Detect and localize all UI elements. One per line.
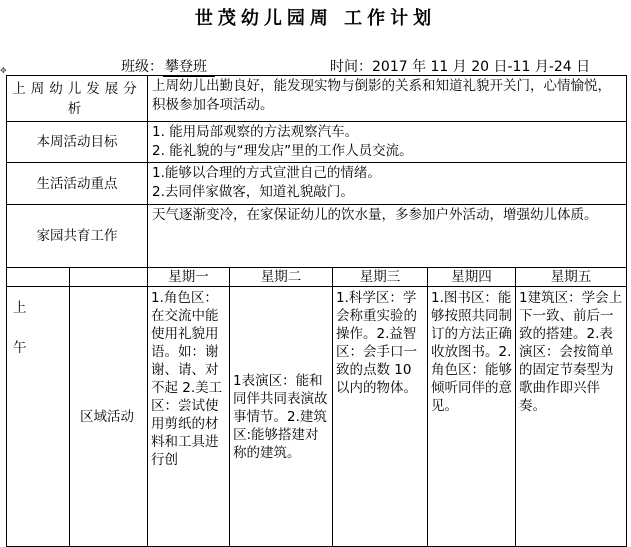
row-line: 1. 能用局部观察的方法观察汽车。: [152, 124, 359, 140]
row-label: 家园共育工作: [7, 205, 148, 268]
class-value: 攀登班: [163, 56, 215, 77]
row-line: 2. 能礼貌的与“理发店”里的工作人员交流。: [152, 143, 413, 159]
area-activity-label: 区域活动: [70, 287, 148, 547]
row-label: 上周幼儿发展分析: [7, 76, 148, 122]
area-activity-row: [7, 287, 627, 547]
table-row: [7, 205, 627, 268]
activity-wednesday: 1.科学区：学会称重实验的操作。2.益智区：会手口一致的点数 10 以内的物体。: [333, 287, 428, 547]
row-line: 1.能够以合理的方式宣泄自己的情绪。: [152, 165, 381, 181]
session-second-char: 午: [13, 340, 27, 356]
activity-tuesday: 1表演区：能和同伴共同表演故事情节。2.建筑区:能够搭建对称的建筑。: [230, 287, 333, 547]
time-label: 时间：: [330, 59, 372, 75]
weekday-header-row: [7, 268, 627, 287]
activity-thursday: 1.图书区：能够按照共同制订的方法正确收放图书。2.角色区：能够倾听同伴的意见。: [428, 287, 516, 547]
page-title: 世茂幼儿园周 工作计划: [194, 8, 437, 29]
row-label: 本周活动目标: [7, 122, 148, 163]
weekday-header: 星期三: [333, 268, 428, 287]
weekday-header: 星期五: [516, 268, 627, 287]
session-label: [7, 287, 70, 547]
weekly-plan-table: [6, 75, 627, 547]
row-content: [148, 122, 627, 163]
row-line: 上周幼儿出勤良好，能发现实物与倒影的关系和知道礼貌开关门，心情愉悦，积极参加各项活动。: [152, 78, 611, 113]
weekday-header: 星期一: [148, 268, 230, 287]
time-info: [330, 56, 590, 76]
session-first-char: 上: [13, 300, 27, 316]
time-value: 2017 年 11 月 20 日-11 月-24 日: [372, 59, 591, 75]
row-content: [148, 76, 627, 122]
row-line: 2.去同伴家做客，知道礼貌敲门。: [152, 184, 354, 200]
table-row: [7, 76, 627, 122]
row-content: [148, 163, 627, 205]
weekday-header-blank: [7, 268, 70, 287]
weekday-header-blank: [70, 268, 148, 287]
table-row: [7, 163, 627, 205]
table-move-handle-icon[interactable]: ✥: [0, 66, 7, 75]
weekday-header: 星期二: [230, 268, 333, 287]
row-content: [148, 205, 627, 268]
class-label: 班级：: [121, 59, 163, 75]
activity-monday: 1.角色区：在交流中能使用礼貌用语。如：谢谢、请、对不起 2.美工区：尝试使用剪纸的材料和工具进行创: [148, 287, 230, 547]
table-row: [7, 122, 627, 163]
activity-friday: 1建筑区：学会上下一致、前后一致的搭建。2.表演区：会按简单的固定节奏型为歌曲作即兴伴奏。: [516, 287, 627, 547]
class-info: [121, 56, 215, 77]
weekday-header: 星期四: [428, 268, 516, 287]
row-line: 天气逐渐变冷，在家保证幼儿的饮水量，多参加户外活动，增强幼儿体质。: [152, 207, 598, 223]
row-label: 生活活动重点: [7, 163, 148, 205]
